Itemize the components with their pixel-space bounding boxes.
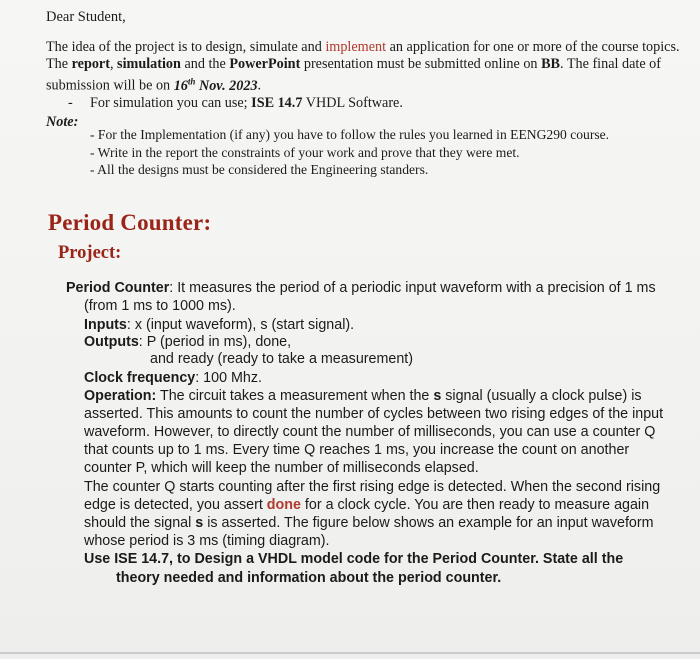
outputs-line-2: and ready (ready to take a measurement): [150, 351, 414, 367]
clock-text: : 100 Mhz.: [195, 370, 262, 386]
period-counter-line: [66, 279, 656, 297]
intro-text: . The final date of submission will be on: [46, 56, 661, 94]
powerpoint-word: PowerPoint: [229, 56, 301, 72]
simulation-line: [68, 95, 403, 112]
bullet-dash: -: [68, 95, 73, 111]
note-list: [90, 126, 609, 179]
note-item: - Write in the report the constraints of your work and prove that they were met.: [90, 144, 520, 160]
operation-text: should the signal: [84, 515, 196, 531]
clock-line: [84, 369, 262, 387]
operation-line: The counter Q starts counting after the first rising edge is detected. When the second rising: [84, 479, 661, 495]
operation-line: [84, 496, 649, 514]
operation-label: Operation:: [84, 388, 157, 404]
signal-s: s: [433, 388, 442, 404]
period-counter-range: (from 1 ms to 1000 ms).: [84, 298, 236, 314]
operation-line: asserted. This amounts to count the number of cycles between two rising edges of the input: [84, 406, 664, 422]
period-counter-label: Period Counter: [66, 280, 170, 296]
clock-label: Clock frequency: [84, 370, 196, 386]
submission-day-suffix: th: [187, 76, 196, 86]
inputs-line: [84, 316, 354, 334]
task-line: theory needed and information about the period counter.: [116, 570, 502, 586]
period-counter-text: : It measures the period of a periodic input waveform with a precision of 1 ms: [169, 280, 656, 296]
outputs-label: Outputs: [84, 334, 139, 350]
operation-text: is asserted. The figure below shows an example for an input waveform: [203, 515, 654, 531]
submission-month-year: Nov. 2023: [195, 77, 258, 94]
operation-line: whose period is 3 ms (timing diagram).: [84, 533, 330, 549]
intro-text: and the: [180, 56, 230, 72]
operation-text: edge is detected, you assert: [84, 497, 267, 513]
operation-line: [84, 387, 642, 405]
operation-text: signal (usually a clock pulse) is: [441, 388, 642, 404]
intro-text: an application for one or more of the course topics. The: [46, 39, 680, 72]
section-subtitle: Project:: [58, 243, 122, 263]
note-label: Note:: [46, 114, 79, 130]
intro-text: ,: [109, 56, 118, 72]
page-bottom-edge: [0, 652, 700, 654]
note-item: - For the Implementation (if any) you have to follow the rules you learned in EENG290 course.: [90, 127, 610, 142]
outputs-line: [84, 333, 291, 351]
operation-line: [84, 514, 654, 532]
operation-line: counter P, which will keep the number of milliseconds elapsed.: [84, 460, 479, 476]
bb-word: BB: [541, 56, 560, 72]
operation-text: for a clock cycle. You are then ready to measure again: [300, 497, 650, 513]
simulation-text: For simulation you can use;: [90, 95, 252, 111]
inputs-text: : x (input waveform), s (start signal).: [126, 317, 355, 333]
done-word: done: [266, 497, 301, 513]
report-word: report: [71, 56, 110, 72]
simulation-text: VHDL Software.: [302, 95, 403, 111]
signal-s: s: [195, 515, 204, 531]
task-line: Use ISE 14.7, to Design a VHDL model code for the Period Counter. State all the: [84, 551, 624, 567]
greeting: Dear Student,: [46, 9, 126, 25]
simulation-word: simulation: [117, 56, 181, 72]
intro-paragraph: [46, 39, 686, 95]
intro-text: .: [257, 77, 262, 94]
intro-text: The idea of the project is to design, simulate and: [46, 39, 326, 55]
implement-word: implement: [325, 39, 387, 55]
intro-text: presentation must be submitted online on: [300, 56, 542, 72]
operation-text: The circuit takes a measurement when the: [156, 388, 434, 404]
operation-line: waveform. However, to directly count the number of milliseconds, you can use a counter Q: [84, 424, 656, 440]
operation-line: that counts up to 1 ms. Every time Q reaches 1 ms, you increase the count on another: [84, 442, 630, 458]
outputs-text: : P (period in ms), done,: [138, 334, 292, 350]
ise-version: ISE 14.7: [251, 95, 303, 111]
inputs-label: Inputs: [84, 317, 127, 333]
note-item: - All the designs must be considered the Engineering standers.: [90, 162, 429, 177]
submission-day: 16: [173, 77, 188, 94]
section-title: Period Counter:: [48, 210, 212, 235]
